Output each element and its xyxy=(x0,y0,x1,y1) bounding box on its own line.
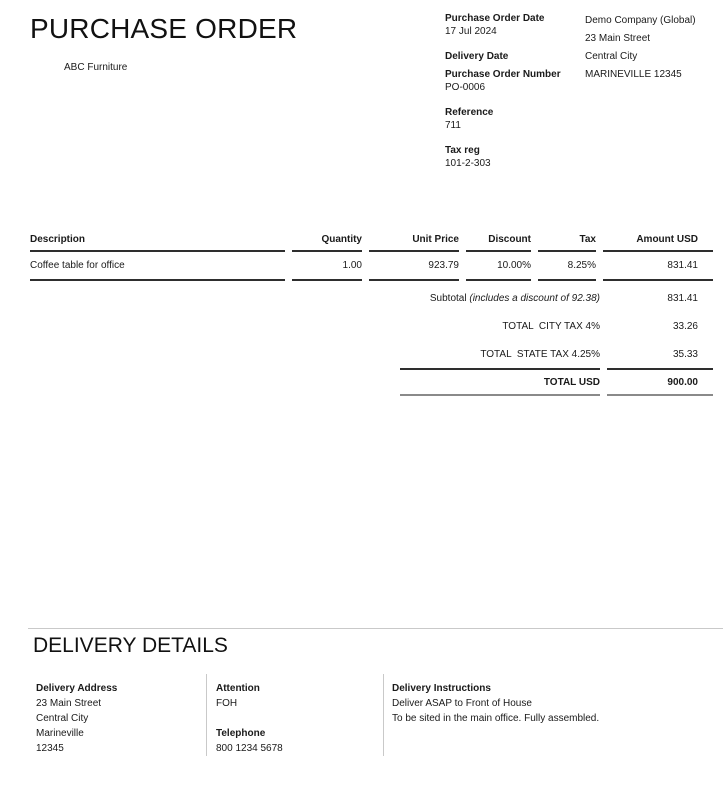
company-name: Demo Company (Global) xyxy=(585,15,696,26)
meta-value: 101-2-303 xyxy=(445,158,491,169)
attention-label: Attention xyxy=(216,683,260,694)
grand-total-label: TOTAL USD xyxy=(400,368,600,396)
company-address-line: Central City xyxy=(585,51,638,62)
company-address-line: MARINEVILLE 12345 xyxy=(585,69,682,80)
meta-label: Purchase Order Date xyxy=(445,13,545,24)
header-amount-usd: Amount USD xyxy=(603,228,713,252)
state-tax-label: TOTAL STATE TAX 4.25% xyxy=(480,348,600,360)
meta-field-purchase-order-date xyxy=(445,12,583,38)
vendor-name: ABC Furniture xyxy=(64,62,128,73)
delivery-instructions-line: To be sited in the main office. Fully assembled. xyxy=(392,713,600,724)
meta-value: 711 xyxy=(445,120,461,131)
delivery-address-line: Central City xyxy=(36,713,89,724)
item-quantity: 1.00 xyxy=(292,252,362,281)
delivery-section-divider xyxy=(28,628,723,629)
meta-label: Delivery Date xyxy=(445,51,509,62)
meta-field-reference xyxy=(445,106,583,132)
header-unit-price: Unit Price xyxy=(369,228,459,252)
delivery-column-divider xyxy=(206,674,207,756)
city-tax-row xyxy=(400,312,713,340)
delivery-column-divider xyxy=(383,674,384,756)
header-tax: Tax xyxy=(538,228,596,252)
telephone-value: 800 1234 5678 xyxy=(216,743,283,754)
delivery-instructions-label: Delivery Instructions xyxy=(392,683,491,694)
item-tax: 8.25% xyxy=(538,252,596,281)
header-description: Description xyxy=(30,228,285,252)
meta-value: 17 Jul 2024 xyxy=(445,26,497,37)
table-row xyxy=(30,252,713,281)
meta-label: Tax reg xyxy=(445,145,480,156)
header-discount: Discount xyxy=(466,228,531,252)
city-tax-amount: 33.26 xyxy=(672,320,698,332)
subtotal-label: Subtotal (includes a discount of 92.38) xyxy=(429,292,600,304)
items-table-header-row xyxy=(30,228,713,252)
subtotal-amount: 831.41 xyxy=(667,292,698,304)
meta-value: PO-0006 xyxy=(445,82,486,93)
city-tax-label: TOTAL CITY TAX 4% xyxy=(502,320,600,332)
company-address-line: 23 Main Street xyxy=(585,33,651,44)
delivery-instructions-block xyxy=(392,681,692,726)
state-tax-row xyxy=(400,340,713,368)
meta-field-tax-reg xyxy=(445,144,583,170)
meta-field-purchase-order-number xyxy=(445,68,583,94)
telephone-label: Telephone xyxy=(216,728,266,739)
meta-field-delivery-date xyxy=(445,50,583,63)
company-address xyxy=(585,12,720,84)
header-quantity: Quantity xyxy=(292,228,362,252)
delivery-address-label: Delivery Address xyxy=(36,683,118,694)
telephone-block xyxy=(216,726,366,756)
item-description: Coffee table for office xyxy=(30,252,285,281)
state-tax-amount: 35.33 xyxy=(672,348,698,360)
meta-label: Purchase Order Number xyxy=(445,69,561,80)
subtotal-row xyxy=(400,284,713,312)
totals-section xyxy=(400,284,713,396)
delivery-instructions-line: Deliver ASAP to Front of House xyxy=(392,698,532,709)
delivery-address-block xyxy=(36,681,196,756)
order-meta xyxy=(445,12,583,182)
attention-value: FOH xyxy=(216,698,238,709)
items-table xyxy=(23,228,720,281)
delivery-details-title: DELIVERY DETAILS xyxy=(33,634,228,657)
page-title: PURCHASE ORDER xyxy=(30,13,298,44)
item-amount: 831.41 xyxy=(603,252,713,281)
item-unit-price: 923.79 xyxy=(369,252,459,281)
attention-block xyxy=(216,681,366,756)
delivery-address-line: Marineville xyxy=(36,728,84,739)
delivery-address-line: 12345 xyxy=(36,743,64,754)
meta-label: Reference xyxy=(445,107,494,118)
grand-total-row xyxy=(400,368,713,396)
subtotal-discount-note: (includes a discount of 92.38) xyxy=(469,292,600,304)
delivery-address-line: 23 Main Street xyxy=(36,698,102,709)
item-discount: 10.00% xyxy=(466,252,531,281)
grand-total-amount: 900.00 xyxy=(607,368,713,396)
